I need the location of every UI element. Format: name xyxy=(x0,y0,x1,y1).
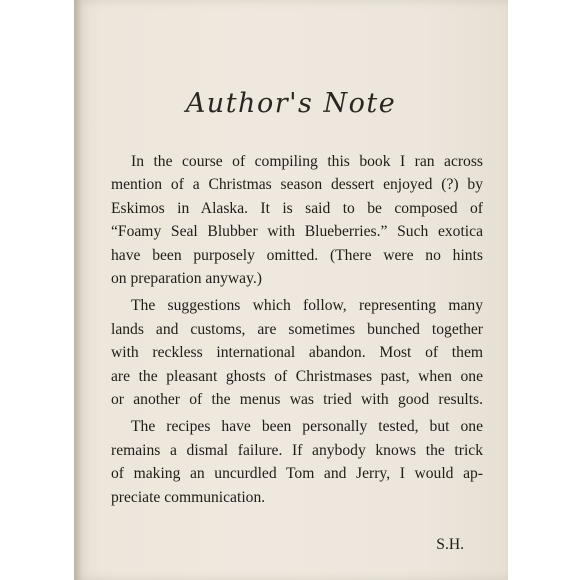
text-line: In the course of compiling this book I ran across xyxy=(131,153,483,170)
text-line: of making an uncurdled Tom and Jerry, I would ap- xyxy=(111,465,483,483)
text-line: preciate communication. xyxy=(111,488,266,506)
note-body xyxy=(91,150,483,513)
text-line: with reckless international abandon. Most of them xyxy=(111,344,483,362)
text-line: remains a dismal failure. If anybody knows the trick xyxy=(111,441,483,459)
text-line: “Foamy Seal Blubber with Blueberries.” Such exotica xyxy=(111,223,483,241)
text-line: have been purposely omitted. (There were no hints xyxy=(111,246,483,264)
text-line: on preparation anyway.) xyxy=(111,270,262,288)
text-line: The recipes have been personally tested, but one xyxy=(131,418,483,436)
text-line: mention of a Christmas season dessert enjoyed (?) by xyxy=(111,176,483,194)
text-line: Eskimos in Alaska. It is said to be composed of xyxy=(111,199,483,217)
author-signature: S.H. xyxy=(436,536,464,553)
page-gutter-shadow xyxy=(74,0,82,580)
paragraph-1 xyxy=(91,150,483,290)
text-line: The suggestions which follow, representing many xyxy=(131,297,483,315)
page-title: Author's Note xyxy=(185,88,397,119)
paragraph-3 xyxy=(91,415,483,509)
paragraph-2 xyxy=(91,294,483,411)
book-page xyxy=(74,0,508,580)
text-line: lands and customs, are sometimes bunched together xyxy=(111,320,483,338)
text-line: are the pleasant ghosts of Christmases past, when one xyxy=(111,367,483,385)
text-line: or another of the menus was tried with good results. xyxy=(111,391,483,409)
